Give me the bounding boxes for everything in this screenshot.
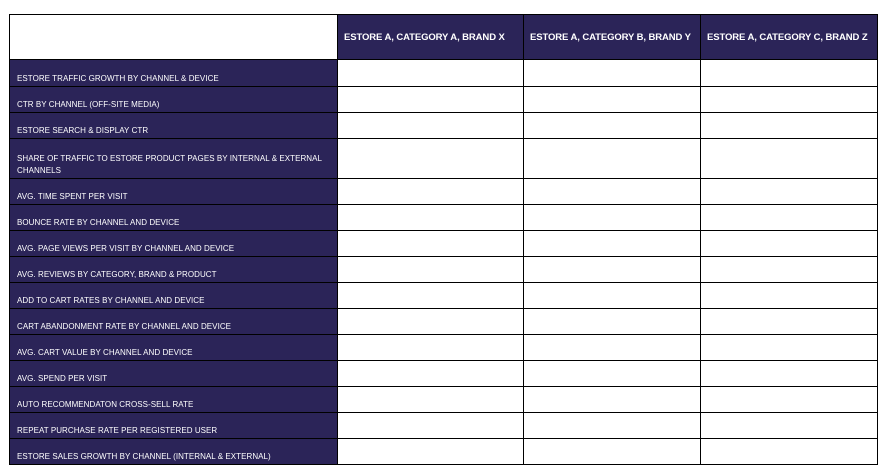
value-cell[interactable] [524, 257, 701, 283]
value-cell[interactable] [338, 113, 524, 139]
value-cell[interactable] [524, 60, 701, 87]
value-cell[interactable] [701, 231, 878, 257]
column-header-brand-y: ESTORE A, CATEGORY B, BRAND Y [524, 15, 701, 60]
value-cell[interactable] [338, 205, 524, 231]
value-cell[interactable] [701, 361, 878, 387]
value-cell[interactable] [524, 179, 701, 205]
value-cell[interactable] [524, 139, 701, 179]
row-label: AVG. PAGE VIEWS PER VISIT BY CHANNEL AND DEVICE [10, 231, 338, 257]
value-cell[interactable] [701, 335, 878, 361]
value-cell[interactable] [701, 413, 878, 439]
row-label: ESTORE SALES GROWTH BY CHANNEL (INTERNAL & EXTERNAL) [10, 439, 338, 465]
table-row [10, 439, 878, 465]
row-label: AVG. TIME SPENT PER VISIT [10, 179, 338, 205]
value-cell[interactable] [524, 283, 701, 309]
row-label: AVG. SPEND PER VISIT [10, 361, 338, 387]
value-cell[interactable] [338, 335, 524, 361]
value-cell[interactable] [338, 139, 524, 179]
row-label: AVG. CART VALUE BY CHANNEL AND DEVICE [10, 335, 338, 361]
table-body [10, 60, 878, 465]
value-cell[interactable] [524, 361, 701, 387]
column-header-brand-z: ESTORE A, CATEGORY C, BRAND Z [701, 15, 878, 60]
header-row [10, 15, 878, 60]
value-cell[interactable] [524, 309, 701, 335]
value-cell[interactable] [338, 439, 524, 465]
value-cell[interactable] [701, 439, 878, 465]
value-cell[interactable] [524, 113, 701, 139]
table-row [10, 257, 878, 283]
value-cell[interactable] [338, 283, 524, 309]
table-row [10, 309, 878, 335]
value-cell[interactable] [524, 87, 701, 113]
value-cell[interactable] [701, 205, 878, 231]
table-header [10, 15, 878, 60]
value-cell[interactable] [338, 309, 524, 335]
value-cell[interactable] [524, 387, 701, 413]
value-cell[interactable] [524, 413, 701, 439]
row-label: CART ABANDONMENT RATE BY CHANNEL AND DEVICE [10, 309, 338, 335]
value-cell[interactable] [338, 179, 524, 205]
table-row [10, 205, 878, 231]
value-cell[interactable] [701, 139, 878, 179]
value-cell[interactable] [701, 309, 878, 335]
row-label: BOUNCE RATE BY CHANNEL AND DEVICE [10, 205, 338, 231]
table-row [10, 87, 878, 113]
row-label: AVG. REVIEWS BY CATEGORY, BRAND & PRODUCT [10, 257, 338, 283]
table-row [10, 60, 878, 87]
value-cell[interactable] [701, 387, 878, 413]
table-row [10, 413, 878, 439]
value-cell[interactable] [701, 283, 878, 309]
value-cell[interactable] [701, 257, 878, 283]
value-cell[interactable] [338, 387, 524, 413]
value-cell[interactable] [338, 361, 524, 387]
row-label: ESTORE SEARCH & DISPLAY CTR [10, 113, 338, 139]
value-cell[interactable] [701, 87, 878, 113]
table-row [10, 179, 878, 205]
value-cell[interactable] [701, 179, 878, 205]
column-header-brand-x: ESTORE A, CATEGORY A, BRAND X [338, 15, 524, 60]
value-cell[interactable] [701, 60, 878, 87]
value-cell[interactable] [338, 60, 524, 87]
row-label: ESTORE TRAFFIC GROWTH BY CHANNEL & DEVICE [10, 60, 338, 87]
value-cell[interactable] [524, 439, 701, 465]
value-cell[interactable] [338, 231, 524, 257]
table-row [10, 139, 878, 179]
value-cell[interactable] [524, 335, 701, 361]
table-row [10, 361, 878, 387]
value-cell[interactable] [338, 87, 524, 113]
table-row [10, 387, 878, 413]
row-label: AUTO RECOMMENDATON CROSS-SELL RATE [10, 387, 338, 413]
row-label: SHARE OF TRAFFIC TO ESTORE PRODUCT PAGES BY INTERNAL & EXTERNAL CHANNELS [10, 139, 338, 179]
table-row [10, 283, 878, 309]
value-cell[interactable] [524, 231, 701, 257]
table-row [10, 231, 878, 257]
row-label: REPEAT PURCHASE RATE PER REGISTERED USER [10, 413, 338, 439]
table-row [10, 335, 878, 361]
metrics-table [9, 14, 878, 465]
value-cell[interactable] [524, 205, 701, 231]
value-cell[interactable] [701, 113, 878, 139]
corner-cell [10, 15, 338, 60]
value-cell[interactable] [338, 413, 524, 439]
value-cell[interactable] [338, 257, 524, 283]
row-label: ADD TO CART RATES BY CHANNEL AND DEVICE [10, 283, 338, 309]
table-row [10, 113, 878, 139]
row-label: CTR BY CHANNEL (OFF-SITE MEDIA) [10, 87, 338, 113]
